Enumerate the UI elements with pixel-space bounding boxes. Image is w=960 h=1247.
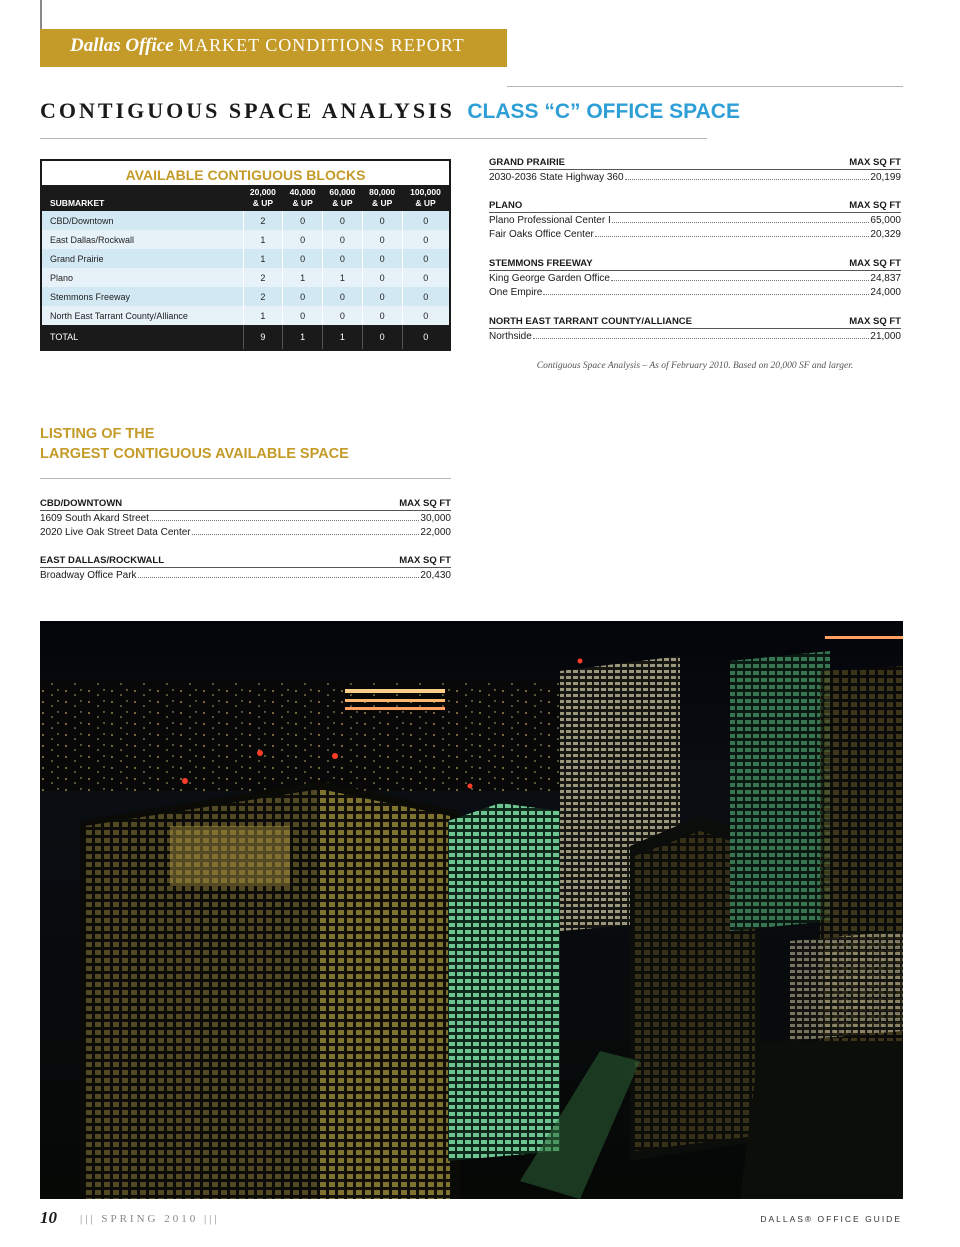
group-name: PLANO xyxy=(489,200,523,211)
listing-group-east-dallas xyxy=(40,555,451,583)
column-header: 100,000 & UP xyxy=(402,185,449,211)
listing-entry xyxy=(40,526,451,540)
listing-title-line2: LARGEST CONTIGUOUS AVAILABLE SPACE xyxy=(40,446,349,462)
count-cell: 0 xyxy=(283,306,323,325)
property-sqft: 20,430 xyxy=(420,570,451,581)
listing-rule xyxy=(40,478,451,479)
group-name: CBD/DOWNTOWN xyxy=(40,498,123,509)
total-cell: 1 xyxy=(283,325,323,349)
footnote: Contiguous Space Analysis – As of February 2010. Based on 20,000 SF and larger. xyxy=(536,361,854,371)
count-cell: 0 xyxy=(323,306,363,325)
submarket-cell: Grand Prairie xyxy=(42,249,243,268)
group-name: EAST DALLAS/ROCKWALL xyxy=(40,555,165,566)
property-sqft: 24,837 xyxy=(870,273,901,284)
submarket-cell: Stemmons Freeway xyxy=(42,287,243,306)
count-cell: 0 xyxy=(362,211,402,230)
publication-name: DALLAS® OFFICE GUIDE xyxy=(760,1214,902,1224)
total-cell: 9 xyxy=(243,325,283,349)
property-name: One Empire xyxy=(489,287,543,298)
listing-group-ne-tarrant xyxy=(489,316,901,344)
dallas-skyline-night-photo xyxy=(40,621,903,1199)
count-cell: 1 xyxy=(323,268,363,287)
table-row xyxy=(42,249,449,268)
property-name: Northside xyxy=(489,331,532,342)
contiguous-blocks-table xyxy=(40,159,451,351)
column-header: 80,000 & UP xyxy=(362,185,402,211)
max-sqft-label: MAX SQ FT xyxy=(399,555,451,566)
count-cell: 1 xyxy=(283,268,323,287)
total-cell: 0 xyxy=(362,325,402,349)
section-rule xyxy=(40,138,707,139)
count-cell: 0 xyxy=(362,249,402,268)
listing-entry xyxy=(489,171,901,185)
count-cell: 0 xyxy=(323,249,363,268)
count-cell: 2 xyxy=(243,211,283,230)
banner-title-caps: MARKET CONDITIONS REPORT xyxy=(178,35,465,55)
listing-title-line1: LISTING OF THE xyxy=(40,426,155,442)
count-cell: 0 xyxy=(402,287,449,306)
banner-title-italic: Dallas Office xyxy=(70,35,174,56)
count-cell: 0 xyxy=(283,211,323,230)
table-row xyxy=(42,287,449,306)
property-name: King George Garden Office xyxy=(489,273,610,284)
listing-entry xyxy=(40,512,451,526)
property-sqft: 65,000 xyxy=(870,215,901,226)
column-header: 40,000 & UP xyxy=(283,185,323,211)
section-title xyxy=(40,98,740,124)
column-header-submarket: SUBMARKET xyxy=(42,185,243,211)
listing-entry xyxy=(489,214,901,228)
header-rule xyxy=(507,86,903,87)
property-sqft: 20,199 xyxy=(870,172,901,183)
property-name: Plano Professional Center I xyxy=(489,215,611,226)
table-title: AVAILABLE CONTIGUOUS BLOCKS xyxy=(42,161,449,185)
listing-entry xyxy=(40,569,451,583)
total-cell: 1 xyxy=(323,325,363,349)
section-title-main: CONTIGUOUS SPACE ANALYSIS xyxy=(40,98,455,123)
total-cell: 0 xyxy=(402,325,449,349)
table-row xyxy=(42,306,449,325)
total-label: TOTAL xyxy=(42,325,243,349)
listing-entry xyxy=(489,330,901,344)
listing-entry xyxy=(489,272,901,286)
page-number: 10 xyxy=(40,1208,57,1227)
property-name: 2020 Live Oak Street Data Center xyxy=(40,527,191,538)
max-sqft-label: MAX SQ FT xyxy=(849,200,901,211)
count-cell: 2 xyxy=(243,268,283,287)
table-row xyxy=(42,230,449,249)
listing-entry xyxy=(489,286,901,300)
count-cell: 1 xyxy=(243,249,283,268)
table-row xyxy=(42,268,449,287)
max-sqft-label: MAX SQ FT xyxy=(399,498,451,509)
count-cell: 2 xyxy=(243,287,283,306)
max-sqft-label: MAX SQ FT xyxy=(849,157,901,168)
count-cell: 0 xyxy=(402,268,449,287)
max-sqft-label: MAX SQ FT xyxy=(849,316,901,327)
property-sqft: 20,329 xyxy=(870,229,901,240)
count-cell: 0 xyxy=(323,230,363,249)
count-cell: 0 xyxy=(402,211,449,230)
listing-title xyxy=(40,424,349,464)
header-vertical-rule xyxy=(40,0,42,30)
section-title-class: CLASS “C” OFFICE SPACE xyxy=(467,100,740,123)
group-name: STEMMONS FREEWAY xyxy=(489,258,593,269)
property-name: Fair Oaks Office Center xyxy=(489,229,594,240)
max-sqft-label: MAX SQ FT xyxy=(849,258,901,269)
listing-group-plano xyxy=(489,200,901,242)
count-cell: 0 xyxy=(323,211,363,230)
property-name: Broadway Office Park xyxy=(40,570,137,581)
property-name: 2030-2036 State Highway 360 xyxy=(489,172,624,183)
listing-entry xyxy=(489,228,901,242)
property-sqft: 22,000 xyxy=(420,527,451,538)
group-name: GRAND PRAIRIE xyxy=(489,157,566,168)
count-cell: 0 xyxy=(283,249,323,268)
count-cell: 0 xyxy=(362,230,402,249)
count-cell: 1 xyxy=(243,306,283,325)
column-header: 60,000 & UP xyxy=(323,185,363,211)
issue-season: ||| SPRING 2010 ||| xyxy=(80,1213,220,1225)
report-banner xyxy=(40,29,507,67)
property-sqft: 30,000 xyxy=(420,513,451,524)
count-cell: 0 xyxy=(402,230,449,249)
count-cell: 0 xyxy=(283,230,323,249)
submarket-cell: North East Tarrant County/Alliance xyxy=(42,306,243,325)
property-sqft: 24,000 xyxy=(870,287,901,298)
submarket-cell: CBD/Downtown xyxy=(42,211,243,230)
count-cell: 0 xyxy=(362,287,402,306)
property-sqft: 21,000 xyxy=(870,331,901,342)
listing-group-stemmons xyxy=(489,258,901,300)
count-cell: 0 xyxy=(323,287,363,306)
submarket-cell: Plano xyxy=(42,268,243,287)
column-header: 20,000 & UP xyxy=(243,185,283,211)
count-cell: 0 xyxy=(362,306,402,325)
table-row xyxy=(42,211,449,230)
count-cell: 0 xyxy=(362,268,402,287)
property-name: 1609 South Akard Street xyxy=(40,513,149,524)
count-cell: 0 xyxy=(283,287,323,306)
submarket-cell: East Dallas/Rockwall xyxy=(42,230,243,249)
group-name: NORTH EAST TARRANT COUNTY/ALLIANCE xyxy=(489,316,693,327)
listing-group-cbd xyxy=(40,498,451,540)
count-cell: 0 xyxy=(402,306,449,325)
count-cell: 1 xyxy=(243,230,283,249)
total-row xyxy=(42,325,449,349)
count-cell: 0 xyxy=(402,249,449,268)
listing-group-grand-prairie xyxy=(489,157,901,185)
